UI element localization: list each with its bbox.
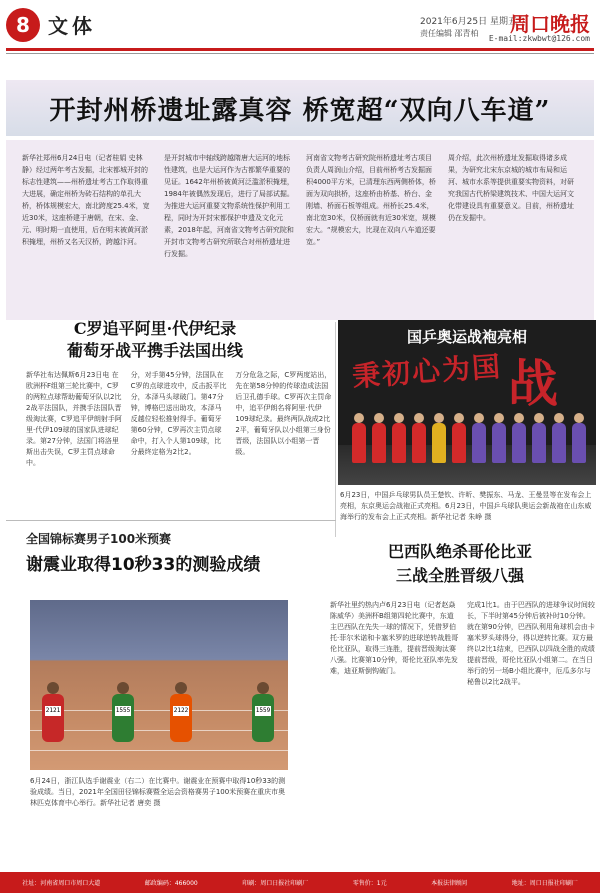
footer-item: 本报法律顾问	[431, 880, 468, 887]
top-article-col: 河南省文物考古研究院州桥遗址考古项目负责人周润山介绍，目前州桥考古发掘面积4000平方米，已清理东西两侧桥体，桥面为双向拱桥，这座桥由桥基、桥台、金刚墙、桥面石板等组成。州桥长25.4米，南北宽30米，仅桥面就有近30米宽，规模宏大。“规模宏大，比现在双向八车道还要宽。”	[306, 154, 436, 246]
euro-article-col: 万分危急之际，C罗两度站出，先在第58分钟的传球造成法国后卫孔德手球。C罗再次主罚命中，追平伊朗名将阿里·代伊109球纪录。最终两队战成2比2平，葡萄牙队以小组第三身份晋级，法国队以小组第一晋级。	[235, 371, 332, 456]
page-number-badge: 8	[6, 8, 40, 42]
section-title: 文体	[48, 14, 96, 38]
brazil-article-col: 新华社里约热内卢6月23日电（记者赵焱 陈威华）美洲杯B组第四轮比赛中，东道主巴西队在先失一球的情况下，凭借罗伯托·菲尔米诺和卡塞米罗的进球逆转战胜哥伦比亚队，取得三连胜，提前晋级淘汰赛八强。比赛第10分钟，哥伦比亚队率先发难，迪亚斯倒钩破门。	[330, 601, 459, 675]
player-figure	[392, 423, 406, 463]
runner-figure: 1559	[252, 694, 274, 742]
sprint-photo	[30, 600, 288, 770]
top-article-body	[6, 140, 594, 320]
photo-title: 国乒奥运战袍亮相	[406, 328, 527, 346]
footer-item: 社址：河南省周口市周口大道	[22, 880, 101, 887]
footer-item: 零售价：1元	[352, 880, 387, 887]
player-figure	[472, 423, 486, 463]
header-rule-thin	[6, 53, 594, 54]
run-photo-caption: 6月24日，浙江队选手谢震业（右二）在比赛中。谢震业在预赛中取得10秒33的测验成绩。当日，2021年全国田径锦标赛暨全运会资格赛男子100米预赛在重庆市奥林匹克体育中心举行。新华社记者 唐奕 摄	[30, 777, 286, 807]
contact-email: E-mail:zkwbwt@126.com	[488, 34, 590, 43]
run-article-subhead: 全国锦标赛男子100米预赛	[26, 532, 172, 546]
top-article-col: 是开封城市中轴线跨越隋唐大运河的地标性建筑，也是大运河作为古都繁华重要的见证。1642年州桥被黄河泛滥淤积掩埋，1984年被偶然发现后，进行了局部试掘。为推进大运河重要文物系统性保护利用工程，同时为开封宋都保护申遗及文化元素，2018年起，河南省文物考古研究院和开封市文物考古研究所联合对州桥遗址进行发掘。	[164, 154, 294, 258]
dateline: 2021年6月25日 星期五	[420, 17, 517, 27]
euro-headline-line1: C罗追平阿里·代伊纪录	[73, 319, 237, 338]
player-figure	[552, 423, 566, 463]
footer-item: 邮政编码：466000	[144, 880, 198, 887]
player-figure	[372, 423, 386, 463]
top-article-col: 新华社郑州6月24日电（记者桂娟 史林静）经过两年考古发掘，北宋都城开封的标志性建筑——州桥遗址考古工作取得重大进展，确定州桥为砖石结构的单孔大桥，桥体规模宏大，南北跨度25.4米，宽近30米，这座桥建于唐朝，在宋、金、元、明时期一直使用，后在明末被黄河淤积掩埋，州桥又名天汉桥，跨越汴河。	[22, 154, 150, 246]
editor-credit: 责任编辑 邵青柏	[420, 29, 479, 38]
masthead	[0, 0, 600, 72]
player-figure	[512, 423, 526, 463]
brazil-headline-line1: 巴西队绝杀哥伦比亚	[387, 542, 532, 561]
player-figure	[492, 423, 506, 463]
player-figure	[432, 423, 446, 463]
page-footer	[0, 872, 600, 893]
footer-item: 地址：周口日报社印刷厂	[511, 880, 578, 887]
table-tennis-photo	[338, 320, 596, 485]
euro-article-headline	[30, 318, 280, 362]
player-figure	[412, 423, 426, 463]
player-figure	[572, 423, 586, 463]
top-article-col: 周介绍，此次州桥遗址发掘取得诸多成果，为研究北宋东京城的城市布局和运河、城市水系等提供重要实物资料，对研究我国古代桥梁建筑技术、中国大运河文化带建设具有重要意义。目前，州桥遗址仍在发掘中。	[448, 154, 574, 222]
euro-article-body	[26, 370, 332, 515]
runner-figure: 1555	[112, 694, 134, 742]
header-rule	[6, 48, 594, 51]
euro-headline-line2: 葡萄牙战平携手法国出线	[66, 341, 243, 360]
top-article-headline-band	[6, 80, 594, 136]
photo-slogan-big: 战	[508, 354, 558, 413]
euro-article-col: 新华社布达佩斯6月23日电 在欧洲杯F组第三轮比赛中，C罗的两粒点球帮助葡萄牙队以2比2战平法国队，并携手法国队晋级淘汰赛，C罗追平伊朗射手阿里·代伊109球的国家队进球纪录。第27分钟，法国门将洛里斯出击失误，C罗主罚点球命中。	[26, 371, 122, 467]
top-article-headline: 开封州桥遗址露真容 桥宽超“双向八车道”	[49, 95, 551, 126]
run-article-headline: 谢震业取得10秒33的测验成绩	[26, 555, 261, 575]
player-figure	[352, 423, 366, 463]
brazil-article-col: 完成1比1。由于巴西队的进球争议时间较长，下半时第45分钟后被补时10分钟。就在第90分钟，巴西队利用角球机会由卡塞米罗头球得分，得以逆转比赛。双方最终以2比1结束，巴西队以四战全胜的成绩提前晋级，哥伦比亚队小组第二。在当日举行的另一场B小组比赛中，厄瓜多尔与秘鲁以2比2战平。	[467, 601, 595, 686]
section-divider	[6, 520, 336, 521]
brazil-article-body	[330, 600, 596, 840]
newspaper-logo: 周口晚报	[510, 12, 590, 36]
brazil-headline-line2: 三战全胜晋级八强	[395, 566, 524, 585]
photo-caption: 6月23日，中国乒乓球男队员王楚钦、许昕、樊振东、马龙、王曼昱等在发布会上亮相，东京奥运会战袍正式亮相。6月23日，中国乒乓球队奥运会新战袍在山东威海举行的发布会上正式亮相。新华社记者 朱峥 摄	[340, 491, 592, 521]
player-figure	[452, 423, 466, 463]
runner-figure: 2122	[170, 694, 192, 742]
brazil-article-headline	[360, 540, 560, 588]
photo-slogan: 秉初心为国	[351, 349, 504, 394]
column-divider	[335, 322, 336, 537]
player-figure	[532, 423, 546, 463]
runner-figure: 2121	[42, 694, 64, 742]
euro-article-col: 分，对手第45分钟，法国队在C罗的点球进攻中，反击扳平比分，本泽马头球破门。第47分钟，博格巴送出助攻，本泽马反越位轻松推射得手。葡萄牙第60分钟，C罗再次主罚点球命中，打入个人第109球，比分最终定格为2比2。	[130, 371, 227, 456]
footer-item: 印刷：周口日报社印刷厂	[242, 880, 309, 887]
